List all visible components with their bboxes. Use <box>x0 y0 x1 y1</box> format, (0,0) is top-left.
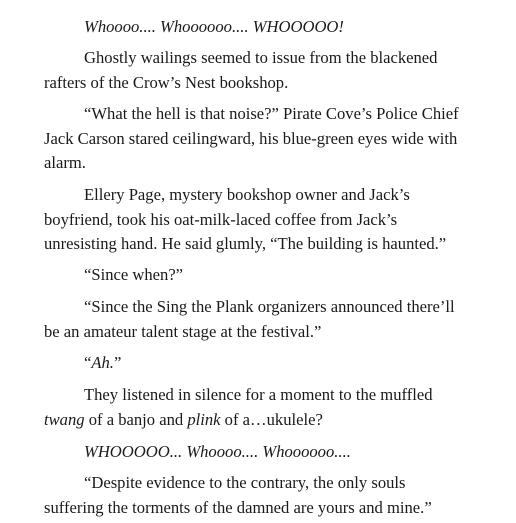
paragraph-2 <box>44 46 506 95</box>
paragraph-5 <box>44 263 506 288</box>
text-run: “Despite evidence to the contrary, the only souls <box>84 473 406 492</box>
text-line <box>44 151 506 176</box>
paragraph-8 <box>44 383 506 432</box>
italic-text: WHOOOOO... Whoooo.... Whoooooo.... <box>84 442 351 461</box>
text-line <box>44 232 506 257</box>
italic-text: Whoooo.... Whoooooo.... WHOOOOO! <box>84 17 344 36</box>
text-line <box>44 127 506 152</box>
text-line <box>44 383 506 408</box>
text-run: ” <box>113 353 122 372</box>
text-run: alarm. <box>44 153 86 172</box>
paragraph-1 <box>44 15 506 40</box>
text-run: boyfriend, took his oat-milk-laced coffee from Jack’s <box>44 209 398 229</box>
text-line <box>44 102 506 127</box>
text-line <box>44 183 506 208</box>
italic-text: twang <box>44 409 85 429</box>
paragraph-3 <box>44 102 506 176</box>
text-run: be an amateur talent stage at the festival.” <box>44 321 322 341</box>
text-line <box>44 46 506 71</box>
text-run: suffering the torments of the damned are yours and mine.” <box>44 497 432 517</box>
text-run: Ellery Page, mystery bookshop owner and Jack’s <box>84 185 410 204</box>
text-run: “ <box>84 353 92 372</box>
paragraph-10 <box>44 471 506 520</box>
text-run: They listened in silence for a moment to the muffled <box>84 385 433 404</box>
text-line <box>44 208 506 233</box>
text-run: Ghostly wailings seemed to issue from the blackened <box>84 48 438 67</box>
paragraph-6 <box>44 295 506 344</box>
text-run: of a banjo and <box>84 409 188 429</box>
text-run: of a…ukulele? <box>220 409 323 429</box>
text-line <box>44 263 506 288</box>
text-line <box>44 71 506 96</box>
text-line <box>44 295 506 320</box>
text-line <box>44 471 506 496</box>
text-run: Jack Carson stared ceilingward, his blue-green eyes wide with <box>44 128 458 148</box>
paragraph-7 <box>44 351 506 376</box>
text-run: rafters of the Crow’s Nest bookshop. <box>44 72 289 92</box>
paragraph-9 <box>44 440 506 465</box>
text-run: “Since the Sing the Plank organizers announced there’ll <box>84 297 455 316</box>
text-line <box>44 440 506 465</box>
paragraph-4 <box>44 183 506 257</box>
text-line <box>44 496 506 521</box>
text-line <box>44 408 506 433</box>
text-line <box>44 15 506 40</box>
text-run: “Since when?” <box>84 265 184 284</box>
text-run: “What the hell is that noise?” Pirate Cove’s Police Chief <box>84 104 459 123</box>
italic-text: Ah. <box>91 353 114 372</box>
italic-text: plink <box>187 409 221 429</box>
text-run: unresisting hand. He said glumly, “The building is haunted.” <box>44 234 447 253</box>
text-line <box>44 351 506 376</box>
text-line <box>44 320 506 345</box>
